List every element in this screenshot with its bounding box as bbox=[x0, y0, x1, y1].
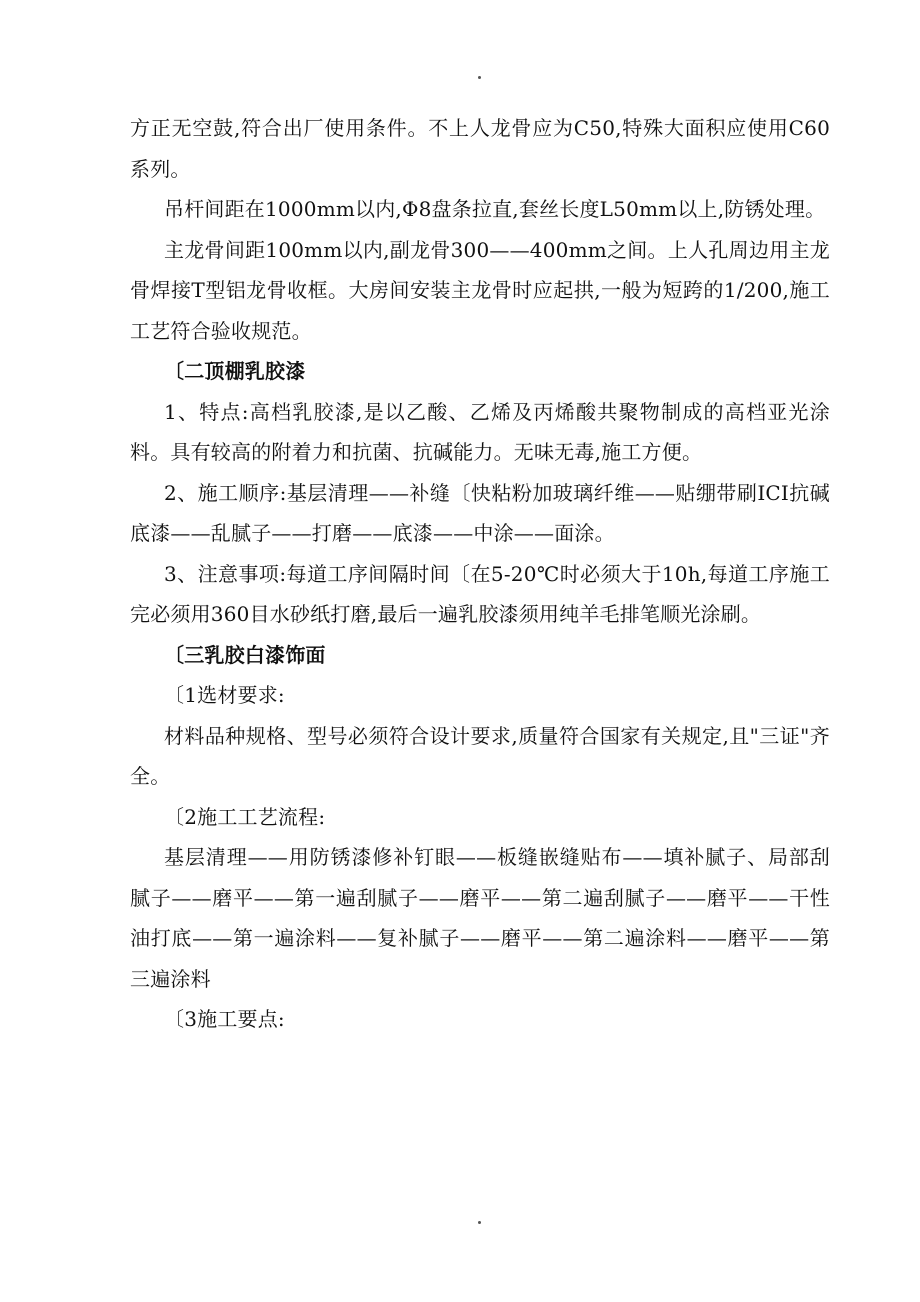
footer-dot bbox=[478, 1221, 481, 1224]
subheading-material-requirements: 〔1选材要求: bbox=[164, 683, 285, 707]
paragraph-construction-order: 2、施工顺序:基层清理——补缝〔快粘粉加玻璃纤维——贴绷带刷ICI抗碱底漆——乱腻子——打磨——底漆——中涂——面涂。 bbox=[130, 480, 830, 545]
paragraph-material-spec: 材料品种规格、型号必须符合设计要求,质量符合国家有关规定,且"三证"齐全。 bbox=[130, 723, 830, 788]
subheading-process-flow: 〔2施工工艺流程: bbox=[164, 804, 326, 829]
paragraph-features: 1、特点:高档乳胶漆,是以乙酸、乙烯及丙烯酸共聚物制成的高档亚光涂料。具有较高的附着力和抗菌、抗碱能力。无味无毒,施工方便。 bbox=[130, 399, 830, 464]
section-heading-white-latex: 〔三乳胶白漆饰面 bbox=[164, 642, 326, 667]
header-dot bbox=[478, 76, 481, 79]
section-heading-ceiling-latex: 〔二顶棚乳胶漆 bbox=[164, 359, 306, 383]
document-body bbox=[130, 108, 830, 1040]
paragraph-main-keel: 主龙骨间距100mm以内,副龙骨300——400mm之间。上人孔周边用主龙骨焊接T型铝龙骨收框。大房间安装主龙骨时应起拱,一般为短跨的1/200,施工工艺符合验收规范。 bbox=[130, 237, 830, 343]
paragraph-keel-materials: 方正无空鼓,符合出厂使用条件。不上人龙骨应为C50,特殊大面积应使用C60系列。 bbox=[130, 116, 830, 181]
paragraph-precautions: 3、注意事项:每道工序间隔时间〔在5-20℃时必须大于10h,每道工序施工完必须用360目水砂纸打磨,最后一遍乳胶漆须用纯羊毛排笔顺光涂刷。 bbox=[130, 561, 830, 626]
subheading-key-points: 〔3施工要点: bbox=[164, 1007, 285, 1031]
paragraph-hanger-rod: 吊杆间距在1000mm以内,Φ8盘条拉直,套丝长度L50mm以上,防锈处理。 bbox=[164, 197, 826, 221]
paragraph-process-steps: 基层清理——用防锈漆修补钉眼——板缝嵌缝贴布——填补腻子、局部刮腻子——磨平——第一遍刮腻子——磨平——第二遍刮腻子——磨平——干性油打底——第一遍涂料——复补腻子——磨平——第二遍涂料——磨平——第三遍涂料 bbox=[130, 845, 830, 991]
